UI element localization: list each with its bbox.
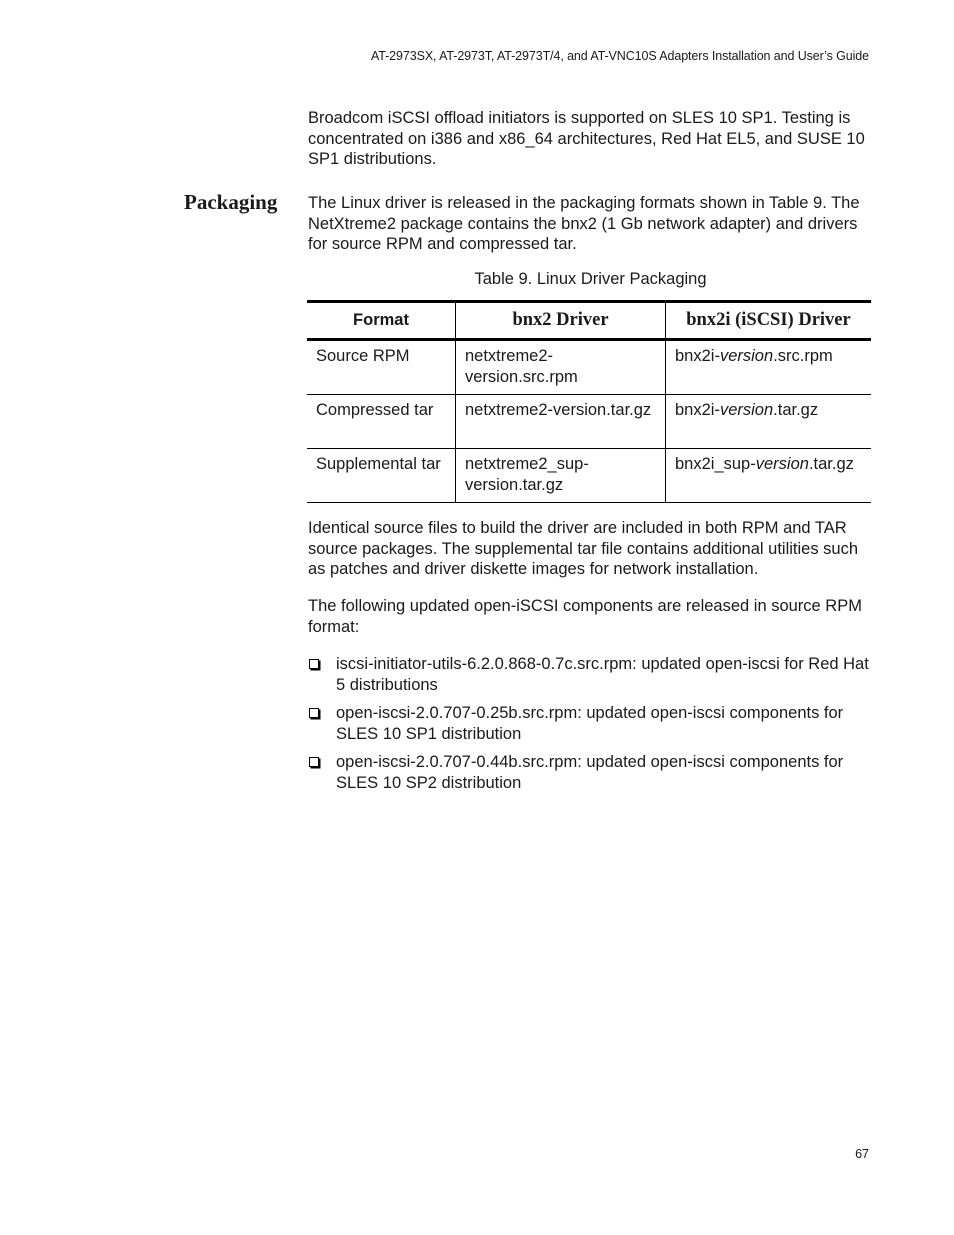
cell-format: Supplemental tar xyxy=(307,449,456,503)
sources-paragraph: Identical source files to build the driver are included in both RPM and TAR source packages. The supplemental tar file contains additional utilities such as patches and driver diskette images for network installation. xyxy=(308,519,859,578)
intro-paragraph: Broadcom iSCSI offload initiators is supported on SLES 10 SP1. Testing is concentrated on i386 and x86_64 architectures, Red Hat EL5, and SUSE 10 SP1 distributions. xyxy=(308,109,865,168)
table-row xyxy=(307,340,871,395)
driver-packaging-table xyxy=(307,300,871,503)
list-item xyxy=(308,703,873,744)
bnx2i-suffix: .tar.gz xyxy=(773,401,819,419)
packaging-paragraph: The Linux driver is released in the packaging formats shown in Table 9. The NetXtreme2 package contains the bnx2 (1 Gb network adapter) and drivers for source RPM and compressed tar. xyxy=(308,194,860,253)
bnx2i-prefix: bnx2i- xyxy=(675,401,720,419)
list-item-text: open-iscsi-2.0.707-0.44b.src.rpm: updated open-iscsi components for SLES 10 SP2 distribution xyxy=(336,753,844,792)
bnx2i-suffix: .src.rpm xyxy=(773,347,833,365)
list-item xyxy=(308,752,873,793)
cell-bnx2: netxtreme2_sup-version.tar.gz xyxy=(456,449,666,503)
cell-bnx2i xyxy=(666,395,872,449)
table-caption: Table 9. Linux Driver Packaging xyxy=(474,270,707,288)
cell-format: Compressed tar xyxy=(307,395,456,449)
bnx2i-version: version xyxy=(719,401,774,419)
section-title: Packaging xyxy=(184,190,278,214)
cell-bnx2i xyxy=(666,340,872,395)
cell-bnx2i xyxy=(666,449,872,503)
list-item-text: iscsi-initiator-utils-6.2.0.868-0.7c.src.rpm: updated open-iscsi for Red Hat 5 distributions xyxy=(336,655,869,694)
table-header-row xyxy=(307,302,871,340)
table-row xyxy=(307,395,871,449)
checkbox-bullet-icon xyxy=(309,757,319,767)
bnx2i-prefix: bnx2i_sup- xyxy=(675,455,756,473)
cell-bnx2: netxtreme2-version.src.rpm xyxy=(456,340,666,395)
cell-bnx2: netxtreme2-version.tar.gz xyxy=(456,395,666,449)
components-paragraph: The following updated open-iSCSI components are released in source RPM format: xyxy=(308,597,862,636)
page-number: 67 xyxy=(855,1147,869,1161)
column-header-bnx2: bnx2 Driver xyxy=(456,302,666,340)
bnx2i-suffix: .tar.gz xyxy=(808,455,854,473)
bnx2i-prefix: bnx2i- xyxy=(675,347,720,365)
list-item xyxy=(308,654,873,695)
checkbox-bullet-icon xyxy=(309,708,319,718)
bnx2i-version: version xyxy=(719,347,774,365)
column-header-bnx2i: bnx2i (iSCSI) Driver xyxy=(666,302,872,340)
cell-format: Source RPM xyxy=(307,340,456,395)
component-list xyxy=(308,654,873,801)
list-item-text: open-iscsi-2.0.707-0.25b.src.rpm: updated open-iscsi components for SLES 10 SP1 distribution xyxy=(336,704,844,743)
checkbox-bullet-icon xyxy=(309,659,319,669)
column-header-format: Format xyxy=(307,302,456,340)
running-header: AT-2973SX, AT-2973T, AT-2973T/4, and AT-VNC10S Adapters Installation and User’s Guide xyxy=(370,49,869,63)
bnx2i-version: version xyxy=(755,455,809,473)
table-row xyxy=(307,449,871,503)
